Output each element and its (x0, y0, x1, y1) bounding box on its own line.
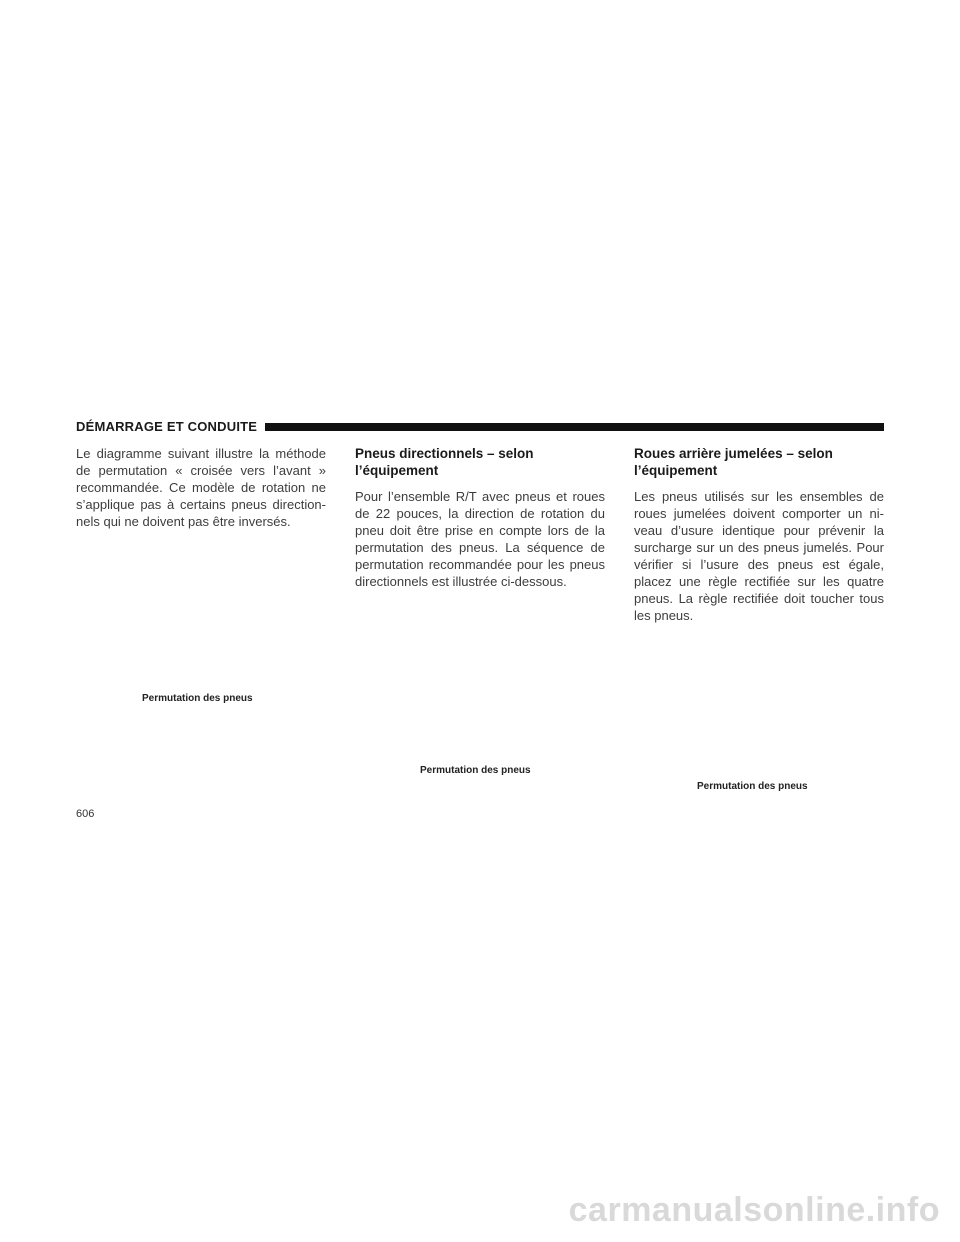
section-header (76, 416, 884, 438)
section-title: DÉMARRAGE ET CONDUITE (76, 416, 265, 438)
dual-rear-wheels-heading: Roues arrière jumelées – selon l’équipement (634, 446, 833, 478)
dual-rear-wheels-paragraph: Les pneus utilisés sur les ensembles de roues jumelées doivent comporter un ni-veau d’usure identique pour prévenir la surcharge sur un des pneus jumelés. Pour vérifier si l’usure des pneus est égale, placez une règle rectifiée sur les quatre pneus. La règle rectifiée doit toucher tous les pneus. (634, 489, 884, 623)
section-divider-bar (256, 423, 884, 431)
figure-caption-directional: Permutation des pneus (420, 765, 531, 776)
figure-caption-dual-rear: Permutation des pneus (697, 781, 808, 792)
intro-paragraph: Le diagramme suivant illustre la méthode de permutation « croisée vers l’avant » recommandée. Ce modèle de rotation ne s’applique pas à certains pneus direction-nels qui ne doivent pas être inversés. (76, 446, 326, 529)
directional-tires-heading: Pneus directionnels – selon l’équipement (355, 446, 534, 478)
directional-tires-paragraph: Pour l’ensemble R/T avec pneus et roues de 22 pouces, la direction de rotation du pneu doit être prise en compte lors de la permutation des pneus. La séquence de permutation recommandée pour les pneus directionnels est illustrée ci-dessous. (355, 489, 605, 589)
column-right (634, 445, 884, 624)
page-number: 606 (76, 808, 95, 820)
column-middle (355, 445, 605, 590)
figure-caption-cross-rotation: Permutation des pneus (142, 693, 253, 704)
watermark: carmanualsonline.info (568, 1191, 940, 1229)
column-left (76, 445, 326, 530)
